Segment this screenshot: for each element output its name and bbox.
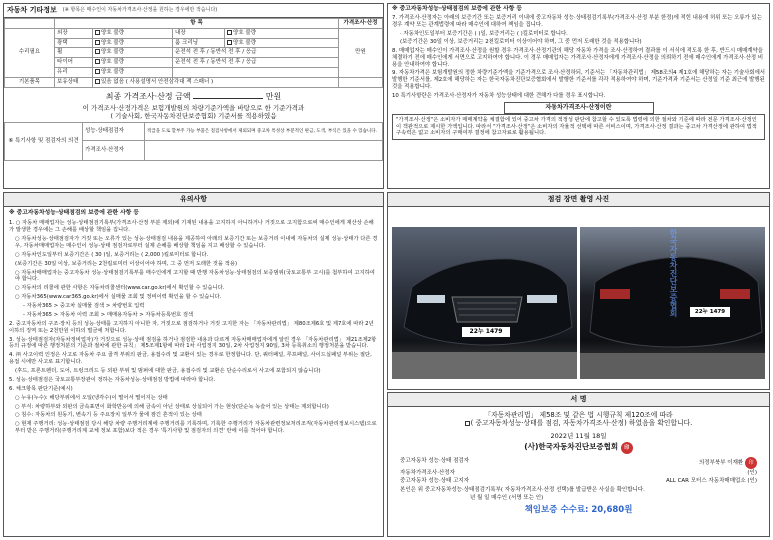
checkbox[interactable]: [227, 40, 232, 45]
sign-day: 18일: [591, 431, 607, 440]
note-1d: (보증기간은 30일 이상, 보증거리는 2천킬로미터 이상이어야 하며, 그 중 먼저 도래한 것을 적용): [15, 260, 238, 267]
repair-table: [4, 18, 383, 88]
basic-options: 있음 없음 ( 사용설명서 안전삼각대 잭 스패너 ): [101, 79, 214, 85]
inspector-value: 의정부북부 이재환: [698, 459, 744, 466]
org-name: (사)한국자동차진단보증협회: [524, 441, 619, 451]
checkbox[interactable]: [95, 79, 100, 84]
checkbox[interactable]: [95, 49, 100, 54]
col-price: 가격조사·산정: [339, 18, 383, 28]
warranty-p7a: · 자동차인도일부터 보증기간은 ( )일, 보증거리는 ( )킬로미터로 합니다.: [400, 30, 568, 37]
notifier-value: ALL CAR 모터스 자동차매매업소: [665, 478, 746, 485]
photos-panel: [387, 192, 770, 390]
note-1b: ○ 자동차성능·상태점검자가 거짓 또는 오류가 있는 성능·상태점검 내용을 제공하여 아래의 보증기간 또는 보증거리 이내에 자동차의 실제 성능·상태가 다른 경우, 자동차매매업자는 매수인이 성능·상태 점검자로부터 실제 손해를 배상할 책임을 지고 배상할 수 있습니다.: [15, 236, 378, 249]
note-1h: - 자동차365 > 중고차 실매물 검색 > 차량번호 입력: [23, 303, 145, 310]
note-1g: ○ 자동차365(www.car365.go.kr)에서 실매물 조회 및 정비이력 확인을 할 수 있습니다.: [15, 294, 222, 301]
side-watermark: [660, 229, 678, 377]
panel-note: (※ 항목은 매수인이 자동차가격조사·산정을 원하는 경우에만 적습니다): [62, 7, 218, 14]
org-seal-icon: 印: [621, 442, 633, 454]
note-6b: ○ 부식: 차량하부와 외판의 금속표면이 화학반응에 의해 금속이 아닌 상태로 상실되어 가는 현상(단순녹 녹슬어 있는 상태는 제외합니다): [15, 403, 329, 410]
appraiser-value: (인): [747, 469, 757, 476]
signature-panel: [387, 392, 770, 537]
inspector-label: 중고자동차 성능·상태 점검자: [400, 457, 470, 464]
front-photo: [392, 227, 577, 379]
warranty-p8: 8. 매매업자는 매수인이 가격조사·산정을 원할 경우 가격조사·산정기관의 해당 자동차 가격을 조사·산정하여 결과를 이 서식에 적도록 한 후, 반드시 매매계약을 체결하기 전에 매수인에게 서면으로 고지하여야 합니다. 이 경우 매매업자는 가격조사·산정자에게 가격조사·산정을 의뢰하기 전에 매수인에게 가격조사·산정 비용을 안내하여야 합니다.: [392, 48, 764, 68]
warranty-p9: 9. 자동차가격은 보험개발원의 정한 차량기준가액을 기준가격으로 조사·산정하되, 기준서는 「자동차관리법」 제58조의4 제1호에 해당하는 자는 기술사회에서 발행한 기준서를, 제2호에 해당하는 자는 한국자동차진단보증협회에서 발행한 기준서를 각각 적용하여야 하며, 기준가격과 기준서는 산정일 기준 최근에 발행된 것을 적용합니다.: [392, 70, 765, 90]
repair-item: 타이어: [55, 58, 93, 68]
note-1f: ○ 자동차의 리콜에 관한 사항은 자동차리콜센터(www.car.go.kr)에서 확인할 수 있습니다.: [15, 285, 225, 292]
repair-options: 양호 불량: [101, 39, 125, 46]
law-line-1: 「자동차관리법」 제58조 및 같은 법 시행규칙 제120조에 따라: [484, 410, 673, 419]
sign-month: 11월: [575, 431, 590, 440]
appraiser-label: 자동차가격조사·산정자: [400, 469, 455, 476]
rear-photo: [580, 227, 765, 379]
warranty-p10: 10 특기사항란은 가격조사·산정자가 자동차 성능상태에 대한 견해가 다를 경우 표시합니다.: [392, 92, 606, 99]
checkbox[interactable]: [465, 421, 470, 426]
note-6c: ○ 침수: 자동차의 원동기, 변속기 등 주요장치 일부가 물에 잠긴 흔적이 있는 상태: [15, 412, 202, 419]
final-price-label: 최종 가격조사·산정 금액: [105, 91, 191, 101]
special-table: [4, 122, 383, 161]
basis-line-2: ( 기술사회, 한국자동차진단보증협회) 기준서를 적용하였음: [110, 112, 277, 120]
note-3: 3. 성능·상태점검자(자동차정비업자)가 거짓으로 성능·상태 점검을 하거나 점검한 내용과 다르게 자동차매매업자에게 알린 경우 「자동차관리법」 제21조제2항 등의 규정에 따른 행정처분의 기준과 절차에 관한 규칙」 제5조제1항에 따라 1차 사업정지 30일, 2차 사업정지 90일, 3차 등록취소의 행정처분을 받습니다.: [9, 336, 377, 350]
checkbox[interactable]: [95, 69, 100, 74]
repair-item: 운전석 전 후 / 동반석 전 후 / 응급: [173, 48, 339, 58]
notes-header: 유의사항: [4, 193, 383, 207]
basic-item: 기본품목: [5, 78, 55, 88]
group-repair: 수리필요: [5, 28, 55, 77]
repair-item: 휠: [55, 48, 93, 58]
buyer-sign-line: 년 월 일 매수인 (서명 또는 인): [470, 495, 544, 502]
repair-options: 양호 불량: [233, 39, 257, 46]
note-1e: ○ 자동차매매업자는 중고자동차 성능·상태점검기록부를 매수인에게 고지할 때 반행 자동차성능·상태점검의 보증범위(국토교통부 고시)를 첨부하여 고지하여야 합니다.: [15, 269, 375, 283]
price-box-title: 자동차가격조사·산정이란: [504, 102, 654, 114]
special-price-label: 가격조사·산정자: [83, 141, 145, 161]
note-4: 4. ㈜ 사고이력 인정은 사고로 자동차 주요 골격 부위의 판금, 용접수리 및 교환이 있는 경우로 한정합니다. 단, 쿼터패널, 루프패널, 사이드실패널 부위는 절단, 용접 시에만 사고로 표기합니다.: [9, 352, 372, 366]
checkbox[interactable]: [95, 59, 100, 64]
notes-title: ※ 중고자동차성능·상태점검의 보증에 관한 사항 등: [9, 209, 139, 216]
note-2: 2. 중고자동차의 구조·장치 등의 성능·상태를 고지하지 아니한 자, 거짓으로 점검하거나 거짓 고지한 자는 「자동차관리법」 제80조제6호 및 제7호에 따라 2년 이하의 징역 또는 2천만원 이하의 벌금에 처합니다.: [9, 320, 374, 334]
warranty-p7: 7. 가격조사·산정자는 아래의 보증기간 또는 보증거리 이내에 중고자동차 성능·상태점검기록부(가격조사·산정 부분 한정)에 적힌 내용에 허위 또는 오류가 있는 경우 계약 또는 관계법령에 따라 매수인에 대하여 책임을 집니다.: [392, 15, 762, 28]
warranty-p7b: (보증기간은 30일 이상, 보증거리는 2천킬로미터 이상이어야 하며, 그 중 먼저 도래한 것을 적용합니다): [400, 39, 642, 46]
repair-options: 양호 불량: [101, 59, 125, 66]
rear-plate: 22누 1479: [690, 307, 730, 317]
inspector-seal-icon: 印: [745, 457, 757, 469]
repair-item: 운전석 전 후 / 동반석 전 후 / 응급: [173, 58, 339, 68]
basis-line-1: 이 가격조사·산정가격은 보험개발원의 차량기준가액을 바탕으로 한 기준가격과: [82, 103, 305, 112]
warranty-fee: 책임보증 수수료: 20,680원: [524, 504, 633, 515]
warranty-title: ※ 중고자동차성능·상태점검의 보증에 관한 사항 등: [392, 6, 522, 12]
note-4b: (후드, 프론트펜더, 도어, 트렁크리드 등 외판 부위 및 범퍼에 대한 판금, 용접수리 및 교환은 단순수리로서 사고에 포함되지 않습니다): [15, 368, 321, 375]
note-1i: - 자동차365 > 자동차 이력 조회 > 매매용자동차 > 자동차등록번호 검색: [23, 311, 194, 318]
repair-item: 룸 크리닝: [173, 38, 225, 48]
vehicle-other-info-panel: [3, 3, 384, 189]
repair-item: 광택: [55, 38, 93, 48]
repair-options: 양호 불량: [233, 29, 257, 36]
checkbox[interactable]: [227, 30, 232, 35]
repair-options: 양호 불량: [101, 69, 125, 76]
final-price-unit: 만원: [265, 91, 282, 101]
panel-title: 자동차 기타정보: [7, 6, 57, 14]
note-1c: ○ 자동차인도일부터 보증기간은 ( 30 )일, 보증거리는 ( 2,000 )킬로미터로 합니다.: [15, 251, 209, 258]
repair-options: 양호 불량: [101, 29, 125, 36]
sign-year: 2022년: [550, 431, 574, 440]
price-box-text: "가격조사·산정"은 소비자가 매매계약을 체결함에 있어 중고차 가격의 적정성 판단에 참고할 수 있도록 법령에 의한 절차와 기준에 따라 전문 가격조사·산정인이 객관적으로 제시한 가액입니다. 따라서 "가격조사·산정"은 소비자의 자율적 선택에 따른 서비스이며, 가격조사·산정 결과는 중고차 가격산정에 관하여 법적 구속력은 없고 소비자의 구매여부 결정에 참고자료로 활용됩니다.: [392, 114, 765, 140]
photos-header: 점검 장면 촬영 사진: [388, 193, 769, 207]
sign-header: 서 명: [388, 393, 769, 407]
special-label: ⑥ 특기사항 및 점검자의 의견: [5, 123, 83, 161]
checkbox[interactable]: [95, 40, 100, 45]
notifier-seal: (인): [747, 478, 757, 485]
unit-won: 만원: [339, 28, 383, 77]
note-6: 6. 체크항목 판단기준(예시): [9, 385, 73, 392]
note-5: 5. 성능·상태점검은 국토교통부장관이 정하는 자동차성능·상태점검 방법에 따라야 합니다.: [9, 376, 216, 383]
repair-item: 유리: [55, 68, 93, 78]
note-6d: ○ 현재 주행거리: 성능·상태점검 당시 해당 차량 주행거리계에 주행거리를 기록하며, 기록한 주행거리가 자동차관련정보처리조직(자동차관리정보시스템)으로부터 받은 주행거리(주행거리계 교체 정보 포함)보다 적은 경우 '특기사항 및 점검자의 의견' 란에 이를 적어야 합니다.: [15, 421, 377, 435]
front-plate: 22누 1479: [462, 327, 510, 337]
repair-item: 외장: [55, 28, 93, 38]
special-perf-note: 적급을 도로 할부주 가능 부품은 점검사항에서 제외되며 중고차 특성상 부분적인 판금, 도색, 부식은 있을 수 있습니다.: [145, 123, 383, 141]
col-item: 항 목: [55, 18, 339, 28]
warranty-panel: [387, 3, 770, 189]
receipt-confirm: 본인은 위 중고자동차성능·상태점검기록부( 자동차가격조사·산정 선택)를 발급받은 사실을 확인합니다.: [400, 486, 645, 493]
note-6a: ○ 누유(누수): 해당부위에서 오일(냉각수)이 떨어서 떨어지는 상태: [15, 394, 168, 401]
checkbox[interactable]: [95, 30, 100, 35]
basic-label: 보유상태: [55, 78, 93, 88]
repair-options: 양호 불량: [101, 49, 125, 56]
notes-panel: [3, 192, 384, 537]
law-line-2: ( 중고자동차성능·상태를 점검, 자동차가격조사·산정) 하였음을 확인합니다.: [470, 419, 693, 428]
repair-item: 내장: [173, 28, 225, 38]
notifier-label: 중고자동차 성능·상태 고지자: [400, 478, 470, 485]
front-car-icon: [392, 227, 577, 379]
note-1: 1. ○ 자동차 매매업자는 성능·상태점검기록부(가격조사·산정 부분 제외)에 기재된 내용을 고지하지 아니하거나 거짓으로 고지함으로써 매수인에게 재산상 손해가 발생한 경우에는 그 손해를 배상할 책임을 집니다.: [9, 220, 374, 234]
special-perf-label: 성능·상태점검자: [83, 123, 145, 141]
side-watermark-text: 한국자동차진단보증협회: [669, 228, 678, 317]
